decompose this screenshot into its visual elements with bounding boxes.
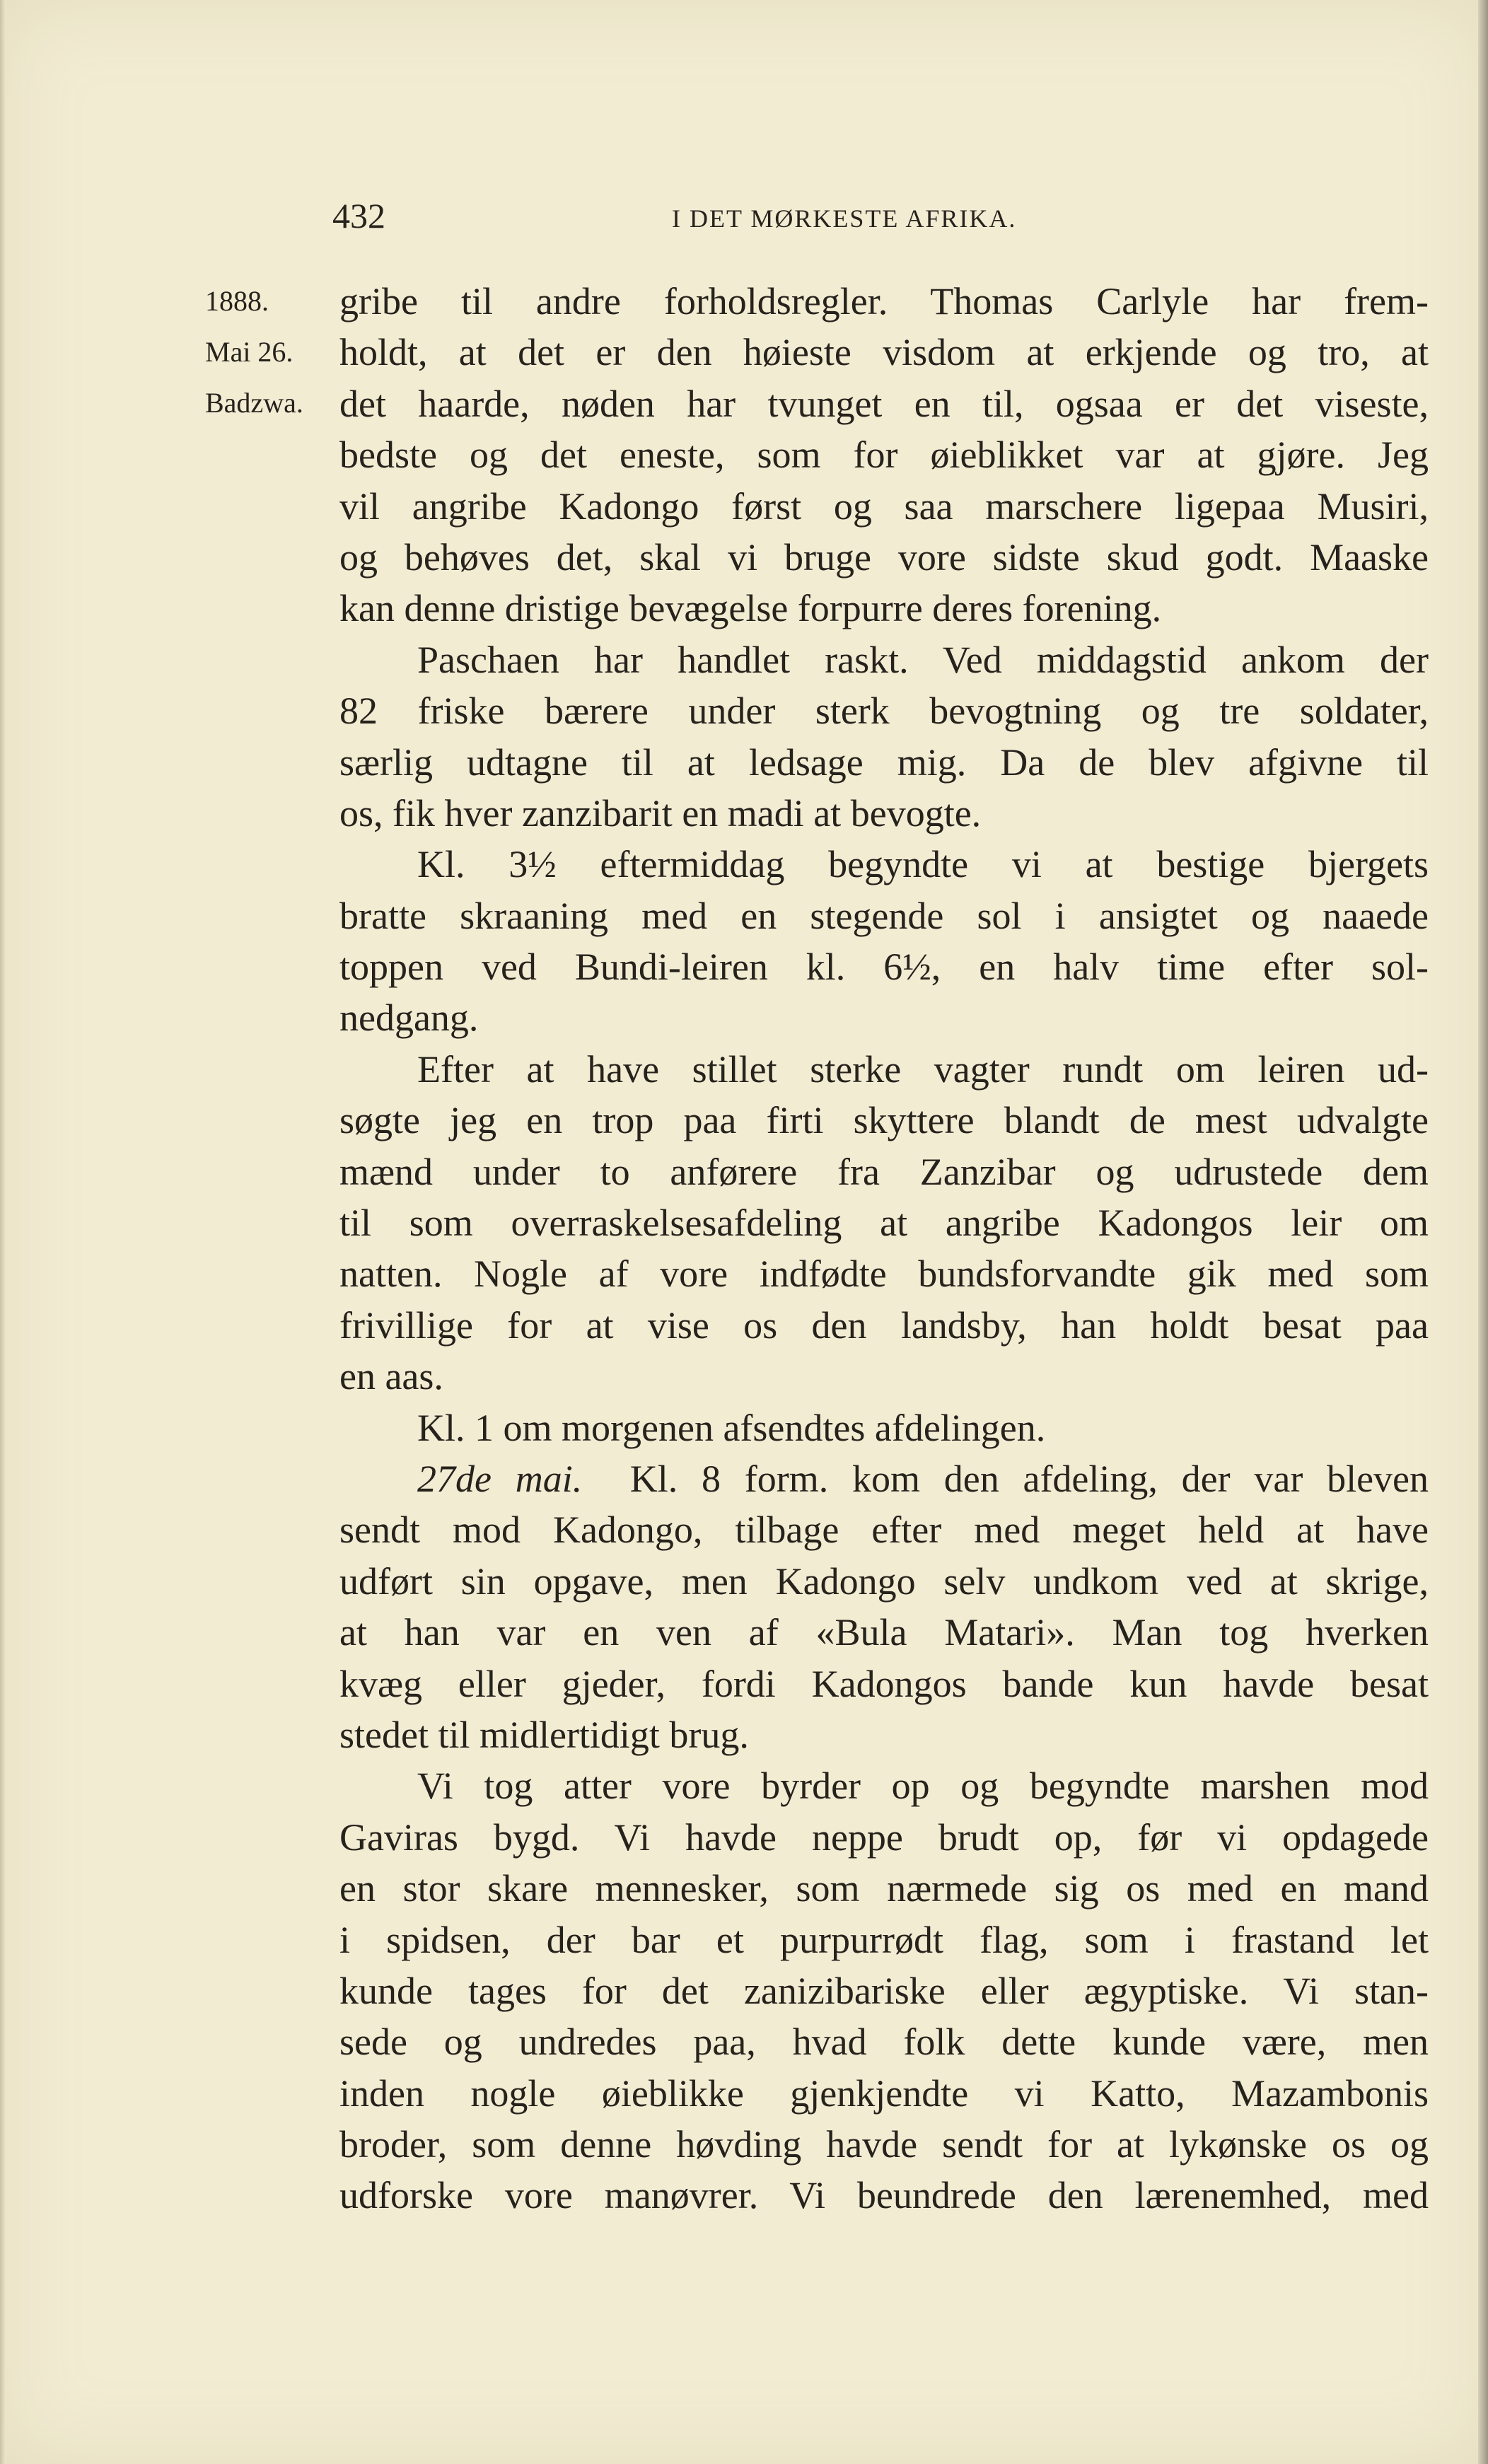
running-title: I DET MØRKESTE AFRIKA. xyxy=(672,204,1017,233)
text-line: særlig udtagne til at ledsage mig. Da de blev afgivne til xyxy=(339,740,1429,784)
text-line: inden nogle øieblikke gjenkjendte vi Katto, Mazambonis xyxy=(339,2071,1429,2115)
text-line: udforske vore manøvrer. Vi beundrede den lærenemhed, med xyxy=(339,2174,1429,2217)
body-text xyxy=(339,276,1429,2221)
text-line: og behøves det, skal vi bruge vore sidste skud godt. Maaske xyxy=(339,535,1429,579)
text-line: natten. Nogle af vore indfødte bundsforvandte gik med som xyxy=(339,1253,1429,1296)
margin-year: 1888. xyxy=(205,285,269,317)
text-line: bratte skraaning med en stegende sol i ansigtet og naaede xyxy=(339,894,1429,937)
text-line: søgte jeg en trop paa firti skyttere blandt de mest udvalgte xyxy=(339,1099,1429,1142)
text-line: Kl. 3½ eftermiddag begyndte vi at bestige bjergets xyxy=(417,843,1429,886)
text-line: frivillige for at vise os den landsby, han holdt besat paa xyxy=(339,1303,1429,1347)
text-line: kvæg eller gjeder, fordi Kadongos bande kun havde besat xyxy=(339,1662,1429,1705)
text-line: sendt mod Kadongo, tilbage efter med meget held at have xyxy=(339,1509,1429,1552)
text-line: Vi tog atter vore byrder op og begyndte marshen mod xyxy=(417,1765,1429,1808)
text-line: en aas. xyxy=(339,1355,443,1398)
text-line: til som overraskelsesafdeling at angribe Kadongos leir om xyxy=(339,1202,1429,1245)
text-fragment: Kl. 8 form. kom den afdeling, der var bleven xyxy=(629,1457,1429,1500)
page-number: 432 xyxy=(332,196,385,236)
text-line: sede og undredes paa, hvad folk dette kunde være, men xyxy=(339,2021,1429,2064)
text-line: toppen ved Bundi-leiren kl. 6½, en halv time efter sol- xyxy=(339,946,1429,989)
text-line: Paschaen har handlet raskt. Ved middagstid ankom der xyxy=(417,638,1429,681)
text-line: kan denne dristige bevægelse forpurre deres forening. xyxy=(339,587,1162,630)
text-line: os, fik hver zanzibarit en madi at bevogte. xyxy=(339,791,982,835)
page-left-edge xyxy=(0,0,6,2464)
margin-note xyxy=(205,276,339,429)
text-line: det haarde, nøden har tvunget en til, ogsaa er det viseste, xyxy=(339,382,1429,425)
margin-date: Mai 26. xyxy=(205,336,293,368)
text-line: en stor skare mennesker, som nærmede sig os med en mand xyxy=(339,1867,1429,1910)
page-header xyxy=(332,195,1422,245)
text-line: bedste og det eneste, som for øieblikket var at gjøre. Jeg xyxy=(339,434,1429,477)
text-line: 82 friske bærere under sterk bevogtning og tre soldater, xyxy=(339,690,1429,733)
text-line: i spidsen, der bar et purpurrødt flag, som i frastand let xyxy=(339,1918,1429,1961)
text-line: broder, som denne høvding havde sendt for at lykønske os og xyxy=(339,2123,1429,2166)
text-line: holdt, at det er den høieste visdom at erkjende og tro, at xyxy=(339,331,1429,374)
text-line: udført sin opgave, men Kadongo selv undkom ved at skrige, xyxy=(339,1559,1429,1603)
text-line: Kl. 1 om morgenen afsendtes afdelingen. xyxy=(417,1406,1046,1449)
text-line xyxy=(339,1453,1429,1504)
text-line: at han var en ven af «Bula Matari». Man tog hverken xyxy=(339,1611,1429,1654)
margin-place: Badzwa. xyxy=(205,387,303,419)
text-line: nedgang. xyxy=(339,996,479,1040)
date-label: 27de mai. xyxy=(417,1457,583,1500)
page-right-edge xyxy=(1478,0,1488,2464)
text-line: mænd under to anførere fra Zanzibar og udrustede dem xyxy=(339,1150,1429,1193)
text-line: stedet til midlertidigt brug. xyxy=(339,1713,749,1756)
text-line: Gaviras bygd. Vi havde neppe brudt op, før vi opdagede xyxy=(339,1815,1429,1859)
text-line: vil angribe Kadongo først og saa marschere ligepaa Musiri, xyxy=(339,484,1429,528)
text-line: Efter at have stillet sterke vagter rundt om leiren ud- xyxy=(417,1047,1429,1091)
text-line: kunde tages for det zanizibariske eller ægyptiske. Vi stan- xyxy=(339,1969,1429,2012)
text-line: gribe til andre forholdsregler. Thomas Carlyle har frem- xyxy=(339,280,1429,322)
